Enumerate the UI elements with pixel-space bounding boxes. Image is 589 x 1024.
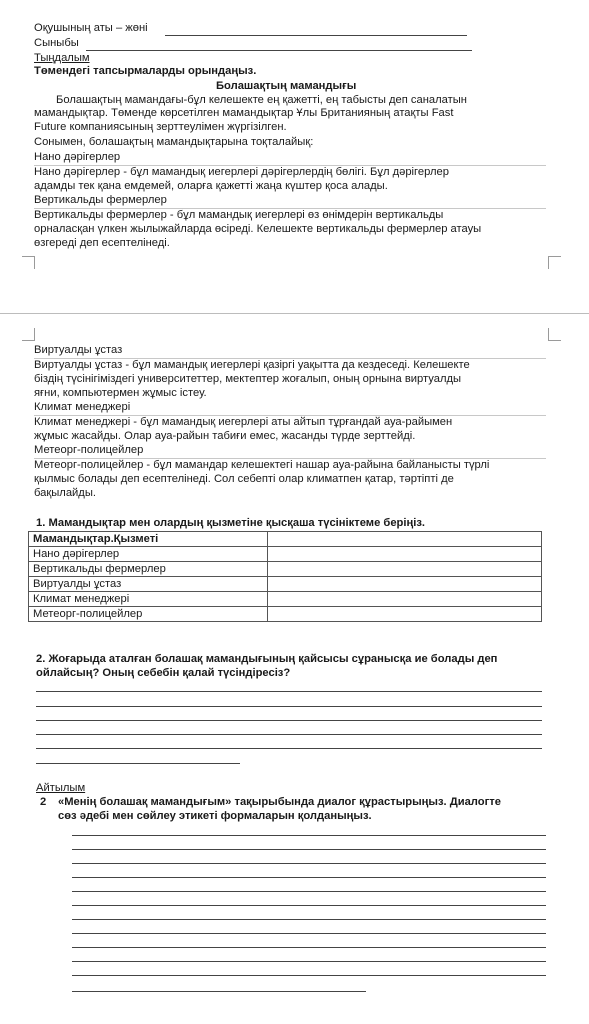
speaking-question-line-2: сөз әдебі мен сөйлеу этикеті формаларын қолданыңыз. bbox=[58, 810, 372, 822]
speaking-task-number: 2 bbox=[40, 796, 47, 808]
intro-line-1: Болашақтың мамандағы-бұл келешекте ең қажетті, ең табысты деп саналатын bbox=[56, 94, 467, 106]
page-corner-mark bbox=[22, 256, 35, 269]
table-answer-cell[interactable] bbox=[268, 547, 542, 562]
listening-section-title: Тыңдалым bbox=[34, 52, 90, 64]
profession-desc-virtual-3: яғни, компьютермен жұмыс істеу. bbox=[34, 387, 207, 399]
profession-desc-meteorg-3: бақылайды. bbox=[34, 487, 96, 499]
table-answer-cell[interactable] bbox=[268, 562, 542, 577]
intro-line-2: мамандықтар. Төменде көрсетілген мамандықтар Ұлы Британияның атақты Fast bbox=[34, 107, 454, 119]
table-answer-cell[interactable] bbox=[268, 607, 542, 622]
page-break-line bbox=[0, 313, 589, 314]
speaking-question-line-1: «Менің болашақ мамандығым» тақырыбында диалог құрастырыңыз. Диалогте bbox=[58, 796, 501, 808]
profession-desc-nano-2: адамды тек қана емдемей, оларға қажетті жаңа күштер қоса алады. bbox=[34, 180, 388, 192]
table-row bbox=[29, 577, 542, 592]
profession-desc-climate-1: Климат менеджері - бұл мамандық иегерлері аты айтып тұрғандай ауа-райымен bbox=[34, 416, 453, 428]
profession-desc-climate-2: жұмыс жасайды. Олар ауа-райын табиғи емес, жасанды түрде зерттейді. bbox=[34, 430, 416, 442]
task1-question: 1. Мамандықтар мен олардың қызметіне қысқаша түсініктеме беріңіз. bbox=[36, 517, 426, 529]
table-row bbox=[29, 607, 542, 622]
class-answer-line[interactable] bbox=[86, 50, 472, 51]
answer-line[interactable] bbox=[72, 835, 546, 836]
profession-name-meteorg: Метеорг-полицейлер bbox=[34, 444, 144, 456]
table-row-label: Климат менеджері bbox=[29, 592, 268, 607]
table-answer-cell[interactable] bbox=[268, 532, 542, 547]
answer-line[interactable] bbox=[72, 961, 546, 962]
answer-line[interactable] bbox=[72, 905, 546, 906]
answer-line[interactable] bbox=[72, 849, 546, 850]
profession-desc-vertical-2: орналасқан үлкен жылыжайларда өсіреді. Келешекте вертикальды фермерлер атауы bbox=[34, 223, 482, 235]
profession-desc-vertical-1: Вертикальды фермерлер - бұл мамандық иегерлері өз өнімдерін вертикальды bbox=[34, 209, 444, 221]
profession-name-vertical: Вертикальды фермерлер bbox=[34, 194, 167, 206]
answer-line[interactable] bbox=[36, 720, 542, 721]
class-label: Сыныбы bbox=[34, 37, 79, 49]
profession-name-virtual-teacher: Виртуалды ұстаз bbox=[34, 344, 123, 356]
table-row-label: Нано дәрігерлер bbox=[29, 547, 268, 562]
profession-name-climate: Климат менеджері bbox=[34, 401, 131, 413]
answer-line[interactable] bbox=[72, 991, 366, 992]
profession-desc-vertical-3: өзгереді деп есептелінеді. bbox=[34, 237, 170, 249]
answer-line[interactable] bbox=[36, 734, 542, 735]
answer-line[interactable] bbox=[72, 947, 546, 948]
profession-desc-meteorg-1: Метеорг-полицейлер - бұл мамандар келешектегі нашар ауа-райына байланысты түрлі bbox=[34, 459, 490, 471]
profession-desc-virtual-1: Виртуалды ұстаз - бұл мамандық иегерлері қазіргі уақытта да кездеседі. Келешекте bbox=[34, 359, 470, 371]
answer-line[interactable] bbox=[36, 691, 542, 692]
table-row bbox=[29, 592, 542, 607]
answer-line[interactable] bbox=[72, 877, 546, 878]
answer-line[interactable] bbox=[36, 706, 542, 707]
table-header-row bbox=[29, 532, 542, 547]
task2-question-line-2: ойлайсың? Оның себебін қалай түсіндіресіз? bbox=[36, 667, 291, 679]
table-header-cell: Мамандықтар.Қызметі bbox=[29, 532, 268, 547]
answer-line[interactable] bbox=[36, 763, 240, 764]
profession-table bbox=[28, 531, 542, 622]
table-row-label: Вертикальды фермерлер bbox=[29, 562, 268, 577]
name-answer-line[interactable] bbox=[165, 35, 467, 36]
answer-line[interactable] bbox=[72, 863, 546, 864]
table-row bbox=[29, 547, 542, 562]
table-row-label: Метеорг-полицейлер bbox=[29, 607, 268, 622]
page-corner-mark bbox=[22, 328, 35, 341]
table-row bbox=[29, 562, 542, 577]
answer-line[interactable] bbox=[72, 975, 546, 976]
page-corner-mark bbox=[548, 328, 561, 341]
task2-question-line-1: 2. Жоғарыда аталған болашақ мамандығының қайсысы сұранысқа ие болады деп bbox=[36, 653, 498, 665]
speaking-section-title: Айтылым bbox=[36, 782, 86, 794]
answer-line[interactable] bbox=[36, 748, 542, 749]
profession-desc-nano-1: Нано дәрігерлер - бұл мамандық иегерлері дәрігерлердің бөлігі. Бұл дәрігерлер bbox=[34, 166, 449, 178]
profession-desc-meteorg-2: қылмыс болады деп есептелінеді. Сол себепті олар климатпен қатар, тәртіпті де bbox=[34, 473, 454, 485]
intro-line-3: Future компаниясының зерттеулімен жүргізілген. bbox=[34, 121, 287, 133]
table-answer-cell[interactable] bbox=[268, 592, 542, 607]
page-corner-mark bbox=[548, 256, 561, 269]
profession-desc-virtual-2: біздің түсінігіміздегі университеттер, мектептер жоғалып, оның орнына виртуалды bbox=[34, 373, 462, 385]
table-row-label: Виртуалды ұстаз bbox=[29, 577, 268, 592]
listening-instruction: Төмендегі тапсырмаларды орындаңыз. bbox=[34, 65, 257, 77]
answer-line[interactable] bbox=[72, 891, 546, 892]
text-title: Болашақтың мамандығы bbox=[216, 80, 357, 92]
answer-line[interactable] bbox=[72, 919, 546, 920]
intro-line-4: Сонымен, болашақтың мамандықтарына тоқталайық: bbox=[34, 136, 314, 148]
name-label: Оқушының аты – жөні bbox=[34, 22, 148, 34]
profession-name-nano: Нано дәрігерлер bbox=[34, 151, 121, 163]
table-answer-cell[interactable] bbox=[268, 577, 542, 592]
answer-line[interactable] bbox=[72, 933, 546, 934]
